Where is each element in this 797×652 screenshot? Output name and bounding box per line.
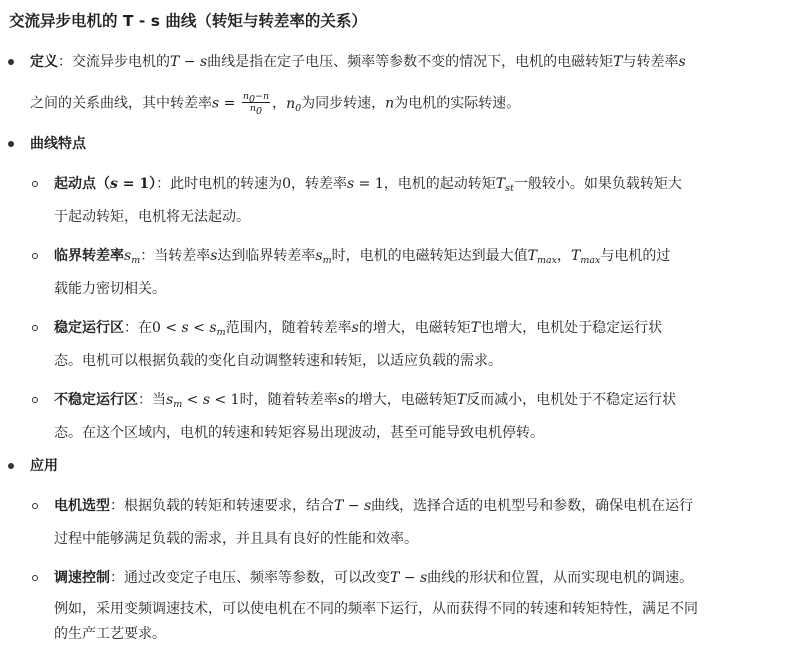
math-T-st: $T_{st}$: [495, 176, 514, 194]
fraction-numerator: $n_0-n$: [242, 91, 270, 105]
definition-text: ：交流异步电机的: [58, 54, 170, 70]
definition-text: 与转差率: [622, 54, 679, 70]
math-s: s: [678, 54, 686, 70]
features-heading: 曲线特点: [30, 136, 86, 152]
definition-text: ，: [272, 95, 287, 112]
bullet-critical-slip: [32, 253, 38, 259]
definition-text: 为电机的实际转速。: [394, 95, 521, 112]
math-n0: $n_0$: [286, 95, 302, 114]
math-s-m: $s_m$: [315, 248, 332, 266]
bullet-application: [8, 463, 14, 469]
speed-control-line-2: 例如，采用变频调速技术，可以使电机在不同的频率下运行，从而获得不同的转速和转矩特性，满足不同: [54, 601, 698, 617]
motor-selection-line-2: 过程中能够满足负载的需求，并且具有良好的性能和效率。: [54, 531, 418, 547]
unstable-region-label: 不稳定运行区: [54, 392, 138, 408]
stable-region-line-1: 稳定运行区：在$0 < s < s_m$范围内，随着转差率s的增大，电磁转矩T也增大，电机处于稳定运行状: [54, 320, 663, 338]
definition-text: 曲线是指在定子电压、频率等参数不变的情况下，电机的电磁转矩: [207, 54, 614, 70]
math-T: T: [170, 54, 180, 70]
math-s-m: $s_m$: [209, 320, 226, 338]
application-heading: 应用: [30, 458, 58, 474]
critical-slip-line-2: 载能力密切相关。: [54, 281, 166, 297]
speed-control-line-1: 调速控制：通过改变定子电压、频率等参数，可以改变T − s曲线的形状和位置，从而实现电机的调速。: [54, 570, 694, 586]
stable-region-line-2: 态。电机可以根据负载的变化自动调整转速和转矩，以适应负载的需求。: [54, 353, 502, 369]
start-point-line-1: 起动点（s = 1）：此时电机的转速为0，转差率s = 1，电机的起动转矩$T_{st}$一般较小。如果负载转矩大: [54, 176, 682, 194]
motor-selection-label: 电机选型: [54, 498, 110, 514]
definition-label: 定义: [30, 54, 58, 70]
bullet-definition: [8, 59, 14, 65]
math-n: n: [385, 95, 395, 112]
math-T-max: $T_{max}$: [527, 248, 557, 266]
bullet-features: [8, 141, 14, 147]
math-equals: =: [219, 95, 240, 112]
math-s: s: [199, 54, 208, 70]
speed-control-line-3: 的生产工艺要求。: [54, 626, 166, 642]
critical-slip-line-1: 临界转差率$s_m$：当转差率s达到临界转差率$s_m$时，电机的电磁转矩达到最大值$T_{max}$，$T_{max}$与电机的过: [54, 248, 671, 266]
math-s-m: $s_m$: [166, 392, 183, 410]
stable-region-label: 稳定运行区: [54, 320, 124, 336]
definition-text: 之间的关系曲线，其中转差率: [30, 95, 212, 112]
bullet-stable-region: [32, 325, 38, 331]
speed-control-label: 调速控制: [54, 570, 110, 586]
slip-fraction: [242, 91, 270, 117]
math-s-m: $s_m$: [124, 248, 141, 266]
critical-slip-label: 临界转差率: [54, 248, 124, 264]
start-point-label: 起动点: [54, 176, 96, 192]
math-T: T: [613, 54, 623, 70]
unstable-region-line-1: 不稳定运行区：当$s_m < s < 1$时，随着转差率s的增大，电磁转矩T反而减小，电机处于不稳定运行状: [54, 392, 677, 410]
definition-text: 为同步转速，: [301, 95, 386, 112]
start-point-line-2: 于起动转矩，电机将无法起动。: [54, 209, 250, 225]
definition-line-1: [30, 52, 686, 72]
bullet-speed-control: [32, 575, 38, 581]
fraction-denominator: $n_0$: [249, 103, 263, 117]
motor-selection-line-1: 电机选型：根据负载的转矩和转速要求，结合T − s曲线，选择合适的电机型号和参数，确保电机在运行: [54, 498, 694, 514]
bullet-start-point: [32, 181, 38, 187]
unstable-region-line-2: 态。在这个区域内，电机的转速和转矩容易出现波动，甚至可能导致电机停转。: [54, 425, 544, 441]
math-minus: −: [179, 54, 200, 70]
page-title: 交流异步电机的 T - s 曲线（转矩与转差率的关系）: [9, 12, 367, 30]
bullet-unstable-region: [32, 397, 38, 403]
math-s: s: [212, 95, 220, 112]
math-T-max: $T_{max}$: [570, 248, 601, 266]
definition-line-2: [30, 92, 520, 115]
bullet-motor-selection: [32, 503, 38, 509]
